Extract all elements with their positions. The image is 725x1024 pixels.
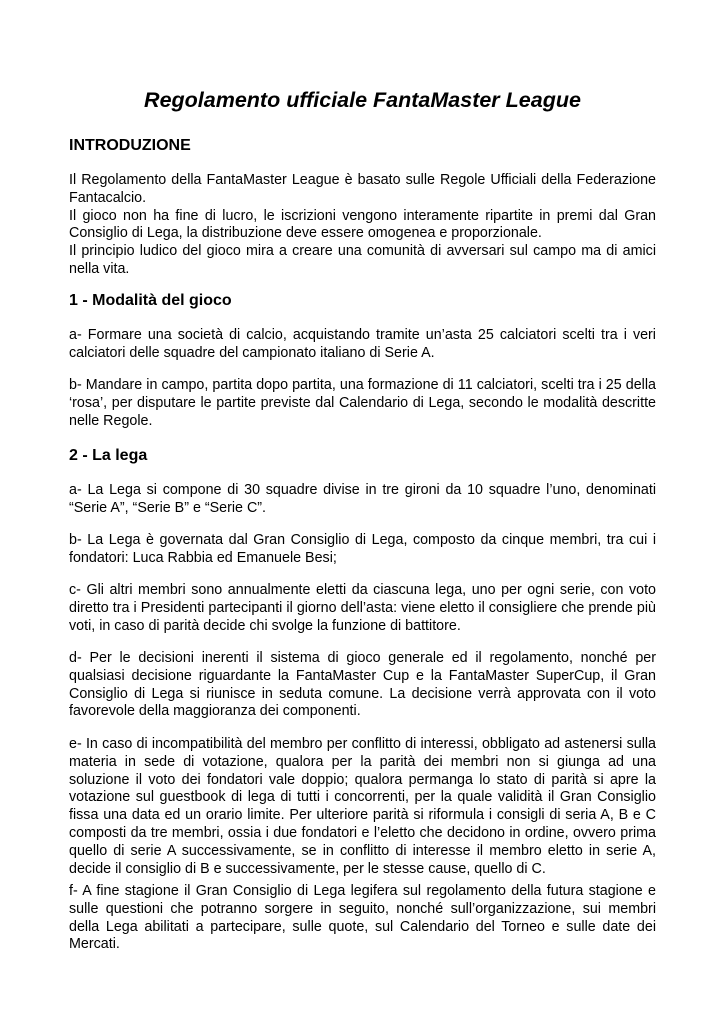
- section-2-paragraph-f: f- A fine stagione il Gran Consiglio di Lega legifera sul regolamento della futura stagione e sulle questioni che potranno sorgere in seguito, nonché sull’organizzazione, sui membri della Lega abilitati a partecipare, sulle quote, sul Calendario del Torneo e sulle date dei Mercati.: [69, 883, 656, 953]
- section-1-paragraph-a: a- Formare una società di calcio, acquistando tramite un’asta 25 calciatori scelti tra i veri calciatori delle squadre del campionato italiano di Serie A.: [69, 327, 656, 361]
- section-2-paragraph-d: d- Per le decisioni inerenti il sistema di gioco generale ed il regolamento, nonché per qualsiasi decisione riguardante la FantaMaster Cup e la FantaMaster SuperCup, il Gran Consiglio di Lega si riunisce in seduta comune. La decisione verrà approvata con il voto favorevole della maggioranza dei componenti.: [69, 650, 656, 720]
- section-2-heading: 2 - La lega: [69, 447, 148, 464]
- intro-paragraph: Il principio ludico del gioco mira a creare una comunità di avversari sul campo ma di amici nella vita.: [69, 243, 656, 277]
- intro-paragraph: Il gioco non ha fine di lucro, le iscrizioni vengono interamente ripartite in premi dal Gran Consiglio di Lega, la distribuzione deve essere omogenea e proporzionale.: [69, 207, 656, 242]
- document-title: Regolamento ufficiale FantaMaster League: [144, 88, 581, 112]
- section-2-paragraph-e: e- In caso di incompatibilità del membro per conflitto di interessi, obbligato ad astenersi sulla materia in sede di votazione, qualora per la parità dei membri non si giunga ad una soluzione il voto dei fondatori vale doppio; qualora permanga lo stato di parità si apre la votazione sul guestbook di lega di tutti i concorrenti, per la quale validità il Gran Consiglio fissa una data ed un orario limite. Per ulteriore parità si riformula i consigli di seria A, B e C composti da tre membri, ossia i due fondatori e l’eletto che decidono in ordine, ovvero prima quello di serie A successivamente, se in conflitto di interesse il membro eletto in serie A, decide il consiglio di B e successivamente, per le stesse cause, quello di C.: [69, 736, 656, 877]
- intro-paragraph: Il Regolamento della FantaMaster League è basato sulle Regole Ufficiali della Federazione Fantacalcio.: [69, 172, 656, 206]
- section-2-paragraph-a: a- La Lega si compone di 30 squadre divise in tre gironi da 10 squadre l’uno, denominati “Serie A”, “Serie B” e “Serie C”.: [69, 482, 656, 516]
- intro-heading: INTRODUZIONE: [69, 137, 191, 154]
- section-1-paragraph-b: b- Mandare in campo, partita dopo partita, una formazione di 11 calciatori, scelti tra i 25 della ‘rosa’, per disputare le partite previste dal Calendario di Lega, secondo le modalità descritte nelle Regole.: [69, 377, 656, 429]
- intro-body: [69, 172, 656, 279]
- section-2-paragraph-c: c- Gli altri membri sono annualmente eletti da ciascuna lega, uno per ogni serie, con voto diretto tra i Presidenti partecipanti il giorno dell’asta: viene eletto il consigliere che prende più voti, in caso di parità decide chi svolge la funzione di battitore.: [69, 582, 656, 634]
- section-1-heading: 1 - Modalità del gioco: [69, 292, 232, 309]
- section-2-paragraph-b: b- La Lega è governata dal Gran Consiglio di Lega, composto da cinque membri, tra cui i fondatori: Luca Rabbia ed Emanuele Besi;: [69, 532, 656, 566]
